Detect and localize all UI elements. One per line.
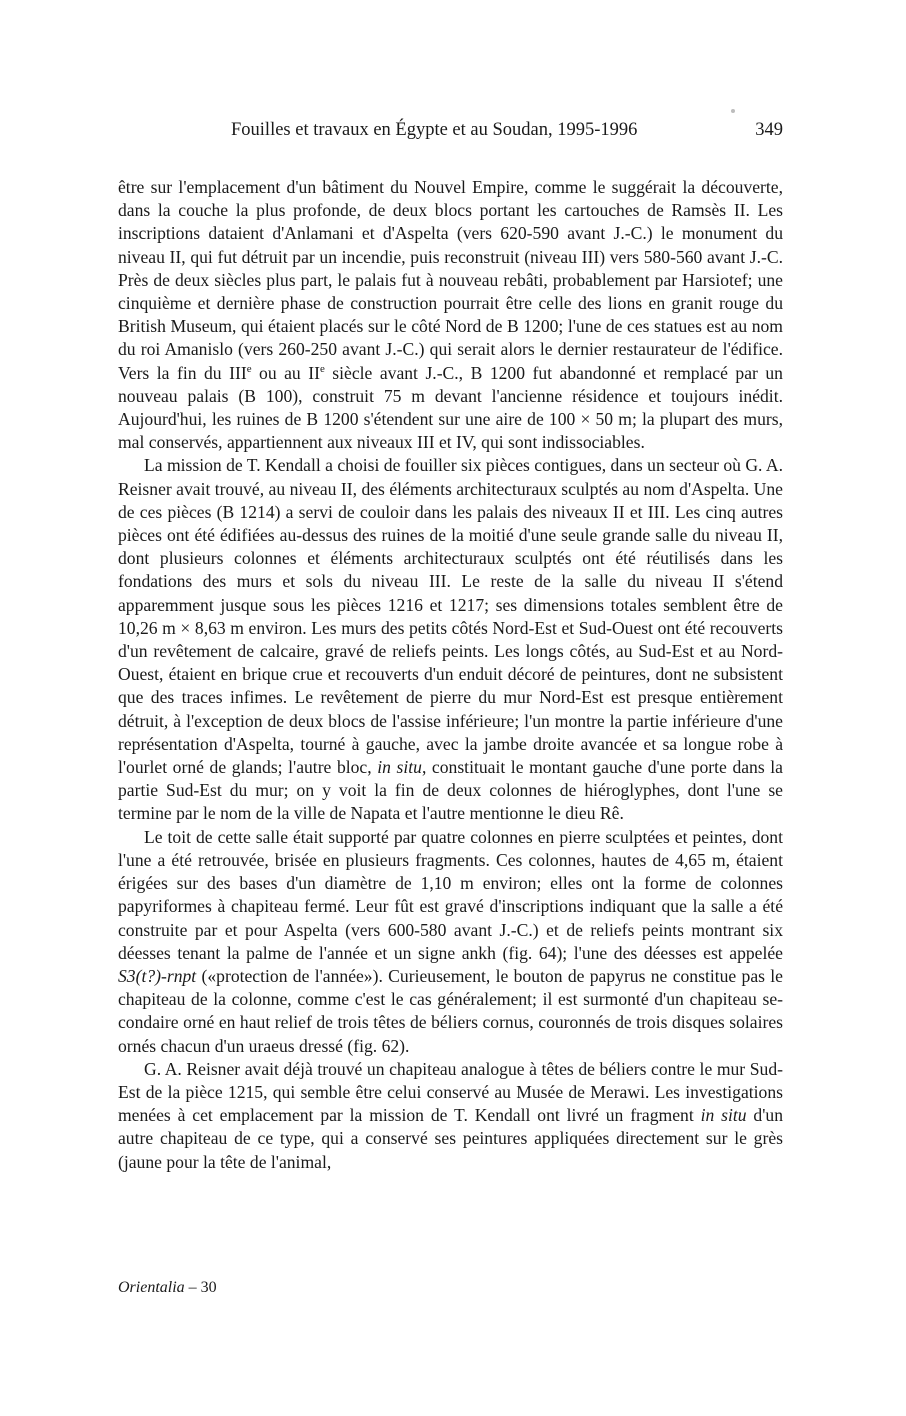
text-segment: La mission de T. Kendall a choisi de fouiller six pièces contigues, dans un secteur où G. A. Reisner avait trouvé, au niveau II, des éléments architecturaux sculptés au nom d'Aspelta. Une de ces pièces (B 1214) a servi de couloir dans les palais des niveaux II et III. Les cinq autres pièces ont été édifiées au-dessus des ruines de la moitié d'une seule grande salle du niveau II, dont plusieurs colonnes et éléments architecturaux sculptés ont été réutilisés dans les fondations des murs et sols du niveau III. Le reste de la salle du niveau II s'étend apparemment jusque sous les pièces 1216 et 1217; ses dimensions totales semblent être de 10,26 m × 8,63 m environ. Les murs des petits côtés Nord-Est et Sud-Ouest ont été recouverts d'un revêtement de calcaire, gravé de reliefs peints. Les longs côtés, au Sud-Est et au Nord-Ouest, étaient en brique crue et recouverts d'un enduit décoré de peintures, dont ne subsistent que des traces infimes. Le revêtement de pierre du mur Nord-Est est presque entièrement détruit, à l'exception de deux blocs de l'assise inférieure; l'un montre la partie inférieure d'une représentation d'Aspelta, tourné à gauche, avec la jambe droite avancée et sa longue robe à l'ourlet orné de glands; l'autre bloc, (118, 455, 783, 778)
footer-journal: Orientalia (118, 1279, 185, 1296)
body-text (118, 176, 783, 1174)
page-number: 349 (755, 120, 783, 140)
italic-text: in situ (377, 757, 422, 778)
scan-speck (731, 109, 735, 113)
text-segment: , constituait le montant gauche d'une porte dans la partie Sud-Est du mur; on y voit la fin de deux colonnes de hiéroglyphes, dont l'une se termine par le nom de la ville de Napata et l'autre mentionne le dieu Rê. (118, 757, 783, 824)
text-segment: être sur l'emplacement d'un bâtiment du Nouvel Empire, comme le suggérait la découverte, dans la couche la plus profonde, de deux blocs portant les cartouches de Ramsès II. Les inscriptions dataient d'Anlamani et d'Aspelta (vers 620-590 avant J.-C.) le monument du niveau II, qui fut détruit par un incendie, puis reconstruit (niveau III) vers 580-560 avant J.-C. Près de deux siècles plus part, le palais fut à nouveau rebâti, probablement par Harsiotef; une cinquième et dernière phase de construction pourrait être celle des lions en granit rouge du British Museum, qui étaient placés sur le côté Nord de B 1200; l'une de ces statues est au nom du roi Amanislo (vers 260-250 avant J.-C.) qui serait alors le dernier restaurateur de l'édifice. Vers la fin du III (118, 177, 783, 383)
running-header (118, 120, 783, 146)
footer-separator: – (184, 1279, 201, 1296)
paragraph (118, 454, 783, 825)
italic-text: in situ (700, 1105, 747, 1126)
text-segment: d'un autre chapiteau de ce type, qui a conservé ses peintures appliquées directement sur le grès (jaune pour la tête de l'animal, (118, 1105, 783, 1172)
superscript-text: e (246, 362, 252, 375)
italic-text: S3(t?)-rnpt (118, 965, 197, 986)
footer (118, 1279, 217, 1297)
paragraph (118, 1058, 783, 1174)
footer-number: 30 (200, 1279, 217, 1296)
superscript-text: e (319, 362, 325, 375)
paragraph (118, 176, 783, 454)
text-segment: («protection de l'année»). Curieusement, le bouton de papyrus ne constitue pas le chapiteau de la colonne, comme c'est le cas généralement; il est surmonté d'un chapiteau secondaire orné en haut relief de trois têtes de béliers cornus, couronnés de trois disques solaires ornés chacun d'un uraeus dressé (fig. 62). (118, 965, 783, 1056)
text-segment: siècle avant J.-C., B 1200 fut abandonné et remplacé par un nouveau palais (B 100), construit 75 m devant l'ancienne résidence et toujours inédit. Aujourd'hui, les ruines de B 1200 s'étendent sur une aire de 100 × 50 m; la plupart des murs, mal conservés, appartiennent aux niveaux III et IV, qui sont indissociables. (118, 362, 783, 453)
text-segment: G. A. Reisner avait déjà trouvé un chapiteau analogue à têtes de béliers contre le mur Sud-Est de la pièce 1215, qui semble être celui conservé au Musée de Merawi. Les investigations menées à cet emplacement par la mission de T. Kendall ont livré un fragment (118, 1058, 783, 1126)
text-segment: Le toit de cette salle était supporté par quatre colonnes en pierre sculptées et peintes, dont l'une a été retrouvée, brisée en plusieurs fragments. Ces colonnes, hautes de 4,65 m, étaient érigées sur des bases d'un diamètre de 1,10 m environ; elles ont la forme de colonnes papyriformes à chapiteau fermé. Leur fût est gravé d'inscriptions indiquant que la salle a été construite par et pour Aspelta (vers 600-580 avant J.-C.) et de reliefs peints montrant six déesses tenant la palme de l'année et un signe ankh (fig. 64); l'une des déesses est appelée (118, 826, 783, 963)
paragraph (118, 826, 783, 1058)
text-segment: ou au II (251, 362, 320, 383)
running-header-title: Fouilles et travaux en Égypte et au Soudan, 1995-1996 (231, 120, 638, 140)
